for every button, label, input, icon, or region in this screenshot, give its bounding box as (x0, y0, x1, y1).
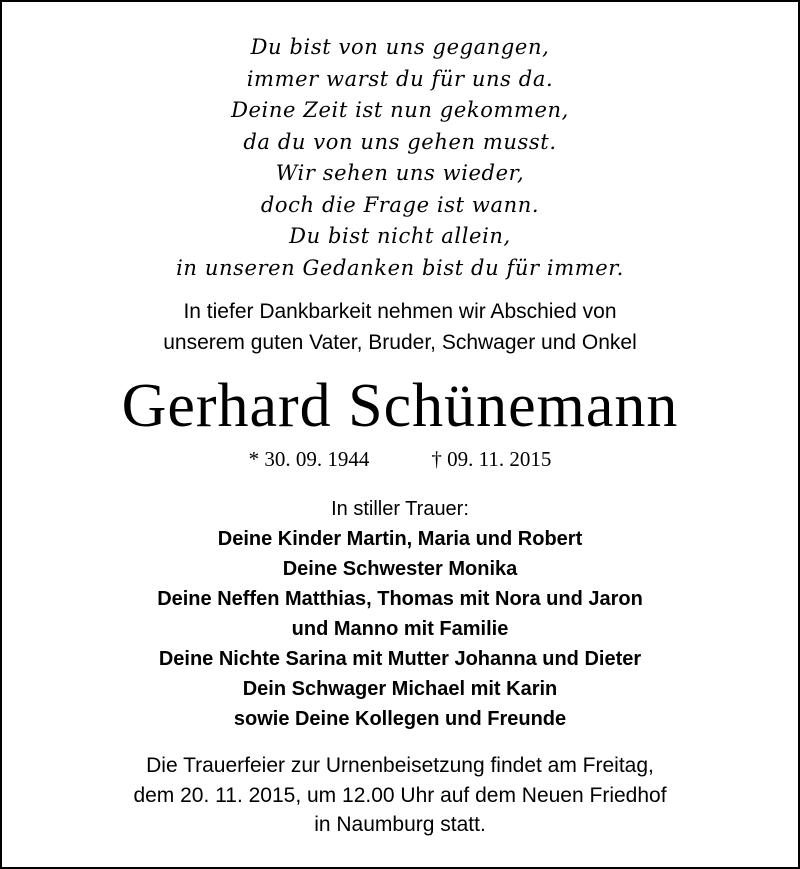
poem (2, 32, 798, 284)
deceased-name: Gerhard Schünemann (121, 372, 679, 440)
funeral-service-info (2, 751, 798, 840)
mourning-heading: In stiller Trauer: (331, 498, 469, 520)
poem-line: da du von uns gehen musst. (243, 129, 557, 154)
intro-line: unserem guten Vater, Bruder, Schwager und Onkel (163, 331, 637, 354)
mourner-line: sowie Deine Kollegen und Freunde (233, 708, 567, 730)
poem-line: doch die Frage ist wann. (260, 192, 540, 217)
mourner-line: und Manno mit Familie (291, 618, 509, 640)
service-line: Die Trauerfeier zur Urnenbeisetzung findet am Freitag, (146, 754, 654, 777)
service-line: dem 20. 11. 2015, um 12.00 Uhr auf dem Neuen Friedhof (133, 783, 667, 807)
poem-line: Du bist nicht allein, (289, 224, 511, 248)
birth-date: * 30. 09. 1944 (248, 447, 370, 471)
poem-line: in unseren Gedanken bist du für immer. (176, 255, 624, 280)
mourner-line: Deine Nichte Sarina mit Mutter Johanna und Dieter (158, 648, 642, 670)
mourner-line: Deine Schwester Monika (282, 558, 518, 580)
mourner-line: Deine Kinder Martin, Maria und Robert (217, 528, 583, 550)
poem-line: immer warst du für uns da. (246, 66, 554, 91)
mourners-list (2, 524, 798, 734)
intro-line: In tiefer Dankbarkeit nehmen wir Abschied von (183, 300, 617, 323)
obituary-content (2, 2, 798, 840)
mourner-line: Deine Neffen Matthias, Thomas mit Nora und Jaron (157, 588, 643, 610)
poem-line: Du bist von uns gegangen, (250, 35, 550, 59)
poem-line: Deine Zeit ist nun gekommen, (231, 98, 569, 122)
death-date: † 09. 11. 2015 (431, 447, 552, 471)
poem-line: Wir sehen uns wieder, (275, 161, 525, 185)
service-line: in Naumburg statt. (314, 813, 486, 836)
life-dates (2, 444, 798, 474)
intro-text (2, 296, 798, 358)
mourner-line: Dein Schwager Michael mit Karin (242, 678, 558, 700)
